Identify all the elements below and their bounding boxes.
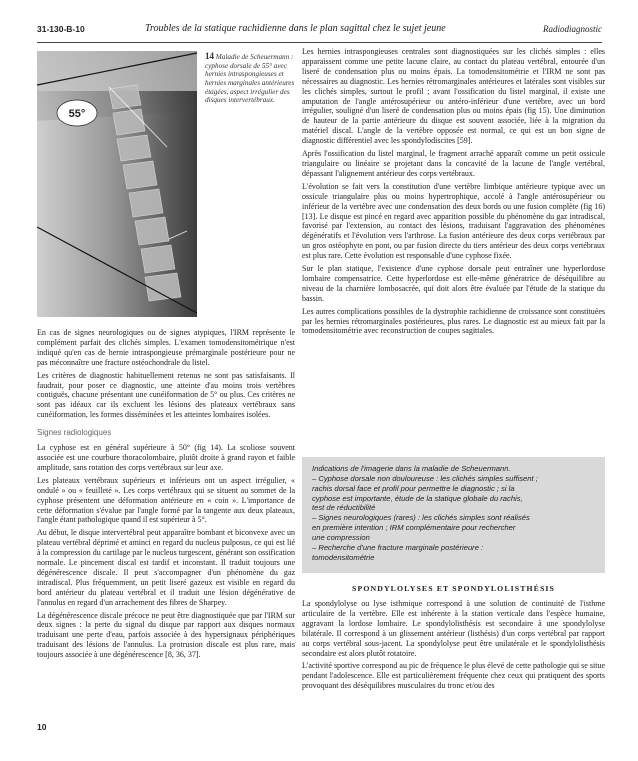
running-title: Troubles de la statique rachidienne dans le plan sagittal chez le sujet jeune [145, 23, 446, 34]
paragraph: La dégénérescence discale précoce ne peut être diagnostiquée que par l'IRM sur deux signes : la perte du signal du disque par rapport aux disques normaux traduisant une perte d'eau, parfois associée à des hypersignaux périphériques traduisant des lésions de l'annulus. La protrusion discale est plus rare, mais toujours associée à une dégénérescence [8, 36, 37]. [37, 610, 295, 660]
box-line: test de réductibilité [312, 503, 376, 513]
figure-caption-text: Maladie de Scheuermann : cyphose dorsale de 55° avec hernies intraspongieuses et hernies marginales antérieures étagées, aspect irrégulier des disques intervertébraux. [205, 53, 295, 105]
paragraph: Les autres complications possibles de la dystrophie rachidienne de croissance sont constituées par les hernies rétromarginales postérieures, plus rares. Le diagnostic est au mieux fait par la tomodensitométrie avec reconstruction de coupes sagittales. [302, 306, 605, 336]
paragraph: La cyphose est en général supérieure à 50° (fig 14). La scoliose souvent associée est une courbure thoracolombaire, plutôt droite à grand rayon et faible amplitude, sans rotation des corps vertébraux sur leur axe. [37, 443, 295, 472]
paragraph: Après l'ossification du listel marginal, le fragment arraché apparaît comme un petit ossicule triangulaire ou linéaire se projetant dans la concavité de la lacune de l'angle vertébral, dépassant l'alignement antérieur des corps vertébraux. [302, 149, 605, 178]
section-heading: SPONDYLOLYSES ET SPONDYLOLISTHÉSIS [352, 584, 555, 593]
figure-14-xray [37, 51, 197, 317]
box-line: rachis dorsal face et profil pour permettre le diagnostic ; si la [312, 483, 515, 493]
paragraph: Les critères de diagnostic habituellement retenus ne sont pas satisfaisants. Il faudrait, pour poser ce diagnostic, une atteinte d'au moins trois vertèbres contiguës, chacune présentant une cunéiformation de 5° ou plus. Ces critères ne sont pas idéaux car ils excluent les lésions des plateaux vertébraux sans cunéiformation, les formes disséminées et les atteintes lombaires isolées. [37, 370, 295, 420]
box-line: – Signes neurologiques (rares) : les clichés simples sont réalisés [312, 513, 530, 523]
figure-number: 14 [205, 51, 214, 61]
paragraph: La spondylolyse ou lyse isthmique correspond à une solution de continuité de l'isthme articulaire de la vertèbre. Elle est inhérente à la station verticale dans l'espèce humaine, aggravant la lordose lombaire. Le spondylolisthésis est secondaire à une spondylolyse bilatérale. Il correspond à un glissement antérieur (listhésis) d'un corps vertébral par rapport au corps vertébral sous-jacent. La spondylolyse peut être unilatérale et le spondylolisthésis secondaire est alors plutôt rotatoire. [302, 599, 605, 658]
box-line: – Recherche d'une fracture marginale postérieure : [312, 542, 484, 552]
header-rule [37, 42, 602, 43]
left-column [37, 328, 295, 663]
article-code: 31-130-B-10 [37, 24, 85, 34]
figure-caption [205, 51, 297, 105]
indications-box [302, 457, 605, 573]
box-line: Indications de l'imagerie dans la maladie de Scheuermann. [312, 464, 511, 473]
paragraph: Les plateaux vertébraux supérieurs et inférieurs ont un aspect irrégulier, « ondulé » ou « feuilleté ». Les corps vertébraux qui se situent au sommet de la cyphose présentent une déformation antérieure en « coin ». L'importance de cette déformation s'évalue par l'angle formé par la tangente aux deux plateaux, l'angle étant pathologique quand il est supérieur à 5°. [37, 475, 295, 525]
right-column-lower [302, 599, 605, 694]
page-number: 10 [37, 722, 47, 732]
box-line: en première intention ; IRM complémentaire pour rechercher [312, 523, 516, 533]
box-line: cyphose est importante, étude de la statique globale du rachis, [312, 493, 523, 503]
box-line: – Cyphose dorsale non douloureuse : les clichés simples suffisent ; [312, 473, 538, 483]
paragraph: En cas de signes neurologiques ou de signes atypiques, l'IRM représente le complément parfait des clichés simples. L'examen tomodensitométrique n'est indiqué qu'en cas de hernie intraspongieuse prémarginale postérieure pour ne pas méconnaître une fracture ostéochondrale du listel. [37, 328, 295, 367]
paragraph: Sur le plan statique, l'existence d'une cyphose dorsale peut entraîner une hyperlordose lombaire compensatrice. Cette hyperlordose est elle-même génératrice de déséquilibre au niveau de la charnière lombosacrée, qui doit alors être évaluée par l'étude de la statique du bassin. [302, 264, 605, 303]
right-column [302, 47, 605, 339]
paragraph: Les hernies intraspongieuses centrales sont diagnostiquées sur les clichés simples : elles apparaissent comme une petite lacune claire, au contact du plateau vertébral, entourée d'un liseré de condensation plus ou moins épais. La tomodensitométrie et l'IRM ne sont pas nécessaires au diagnostic. Les hernies rétromarginales antérieures et latérales sont visibles sur les clichés simples, surtout le profil ; avant l'ossification du listel marginal, il existe une amputation de l'angle antérosupérieur ou antéro-inférieur d'une vertèbre, avec un bord irrégulier, souligné d'un liseré de condensation plus ou moins épais (fig 15). Une diminution de hauteur de la partie antérieure du disque est souvent associée, liée à la migration du matériel discal. L'angle de la vertèbre opposée est normal, ce qui est un bon signe de diagnostic différentiel avec les spondylodiscites [59]. [302, 47, 605, 146]
paragraph: L'activité sportive correspond au pic de fréquence le plus élevé de cette pathologie qui se situe pendant l'adolescence. Elle est particulièrement fréquente chez ceux qui pratiquent des sports provoquant des déséquilibres musculaires du tronc et/ou des [302, 661, 605, 691]
angle-label: 55° [68, 108, 86, 120]
running-header [37, 24, 602, 38]
paragraph: Au début, le disque intervertébral peut apparaître bombant et biconvexe avec un plateau vertébral déprimé et aminci en regard du nucleus pulposus, ce qui est lié à la compression du cartilage par le nucleus turgescent, générant son ossification normale. Le pincement discal est tardif et inconstant. Il traduit toujours une dégénérescence discale. Il peut s'accompagner d'un phénomène du gaz intradiscal. Plus fréquemment, un petit liseré gazeux est visible en regard du bord antérieur du plateau vertébral et il traduit une lésion dégénérative de l'annulus en regard d'un arrachement des fibres de Sharpey. [37, 528, 295, 607]
section-name: Radiodiagnostic [543, 24, 602, 34]
xray-image [37, 51, 197, 317]
box-line: une compression [312, 533, 370, 543]
subheading: Signes radiologiques [37, 428, 112, 438]
box-line: tomodensitométrie [312, 552, 375, 562]
paragraph: L'évolution se fait vers la constitution d'une vertèbre limbique antérieure typique avec un ossicule triangulaire plus ou moins hypertrophique, accolé à l'angle antérosupérieur ou inférieur de la vertèbre avec une condensation des deux bords ou une fusion complète (fig 16) [13]. Le disque est pincé en regard avec apparition possible du phénomène du gaz intradiscal, favorisé par l'extension, au contact des lésions, traduisant l'aggravation des phénomènes dégénératifs et l'évolution vers l'arthrose. La fusion antérieure des deux corps vertébraux par un gros ostéophyte en pont, ou par fusion directe du tiers antérieur des deux corps vertébraux est plus rare. Cette évolution est responsable d'une cyphose fixée. [302, 181, 605, 261]
